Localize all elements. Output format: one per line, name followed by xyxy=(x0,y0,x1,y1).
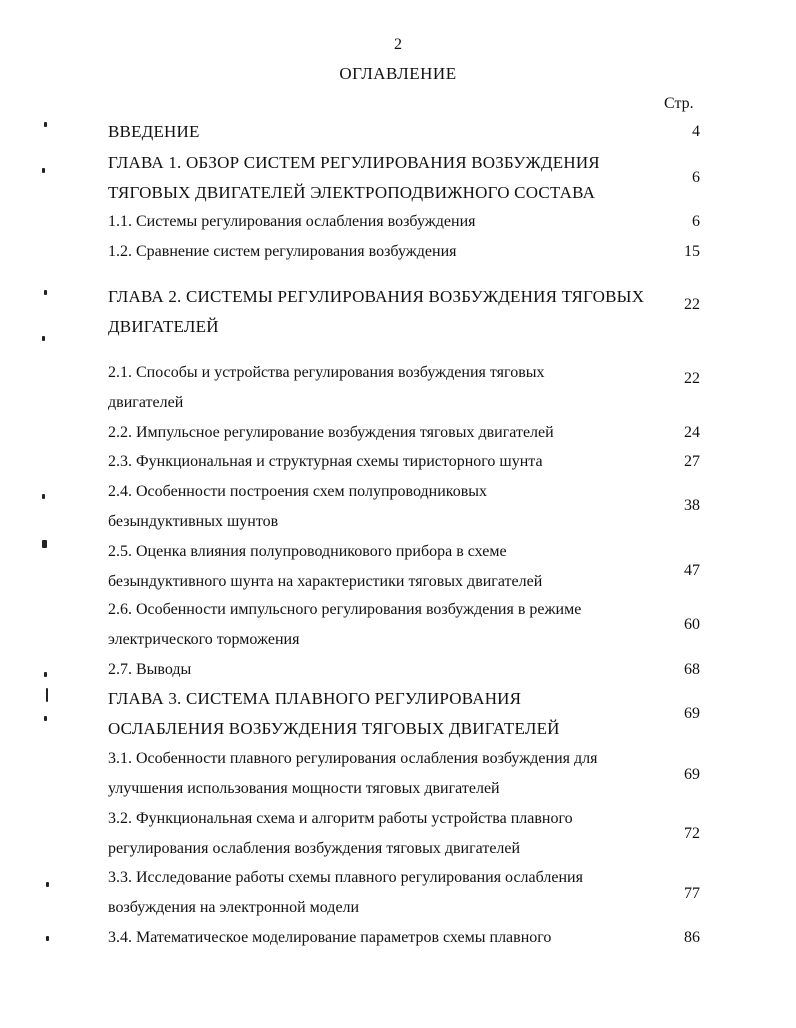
toc-entry-page: 38 xyxy=(684,497,700,514)
scan-speck xyxy=(46,882,49,887)
toc-entry-title-line: улучшения использования мощности тяговых двигателей xyxy=(108,780,500,797)
toc-entry-page: 69 xyxy=(684,766,700,783)
toc-entry-title-line: ГЛАВА 3. СИСТЕМА ПЛАВНОГО РЕГУЛИРОВАНИЯ xyxy=(108,689,522,708)
toc-entry-title-line: ДВИГАТЕЛЕЙ xyxy=(108,317,219,336)
toc-entry-title-line: 3.2. Функциональная схема и алгоритм работы устройства плавного xyxy=(108,810,573,827)
scan-speck xyxy=(42,168,45,173)
toc-entry-title-line: ТЯГОВЫХ ДВИГАТЕЛЕЙ ЭЛЕКТРОПОДВИЖНОГО СОСТАВА xyxy=(108,183,596,202)
scan-speck xyxy=(44,716,47,721)
scan-speck xyxy=(44,122,47,127)
toc-entry-page: 6 xyxy=(692,169,700,186)
page-number: 2 xyxy=(394,36,402,53)
toc-entry-page: 6 xyxy=(692,213,700,230)
toc-entry-page: 86 xyxy=(684,929,700,946)
toc-entry-title-line: 2.6. Особенности импульсного регулирования возбуждения в режиме xyxy=(108,601,582,618)
toc-entry-page: 27 xyxy=(684,453,700,470)
scan-speck xyxy=(46,688,48,702)
page-title: ОГЛАВЛЕНИЕ xyxy=(339,64,457,83)
toc-entry-title-line: ГЛАВА 1. ОБЗОР СИСТЕМ РЕГУЛИРОВАНИЯ ВОЗБУЖДЕНИЯ xyxy=(108,153,600,172)
page-column-label: Стр. xyxy=(664,95,694,112)
toc-entry-page: 72 xyxy=(684,825,700,842)
toc-entry-title-line: 2.7. Выводы xyxy=(108,661,192,678)
toc-entry-page: 4 xyxy=(692,123,700,140)
scan-speck xyxy=(42,336,45,341)
toc-entry-title-line: 2.3. Функциональная и структурная схемы тиристорного шунта xyxy=(108,453,543,470)
toc-entry-title-line: ОСЛАБЛЕНИЯ ВОЗБУЖДЕНИЯ ТЯГОВЫХ ДВИГАТЕЛЕЙ xyxy=(108,719,560,738)
toc-entry-title-line: 1.1. Системы регулирования ослабления возбуждения xyxy=(108,213,476,230)
toc-entry-title-line: электрического торможения xyxy=(108,631,300,648)
toc-entry-title-line: 2.5. Оценка влияния полупроводникового прибора в схеме xyxy=(108,543,507,560)
toc-entry-title-line: безындуктивных шунтов xyxy=(108,513,279,530)
toc-entry-title-line: 1.2. Сравнение систем регулирования возбуждения xyxy=(108,243,457,260)
toc-entry-page: 77 xyxy=(684,885,700,902)
toc-entry-page: 22 xyxy=(684,296,700,313)
toc-entry-title-line: регулирования ослабления возбуждения тяговых двигателей xyxy=(108,840,521,857)
scan-speck xyxy=(42,540,47,548)
toc-entry-title-line: ВВЕДЕНИЕ xyxy=(108,122,200,141)
scan-speck xyxy=(42,494,45,499)
toc-entry-title-line: 2.2. Импульсное регулирование возбуждения тяговых двигателей xyxy=(108,424,554,441)
scan-speck xyxy=(44,672,47,677)
toc-entry-title-line: ГЛАВА 2. СИСТЕМЫ РЕГУЛИРОВАНИЯ ВОЗБУЖДЕНИЯ ТЯГОВЫХ xyxy=(108,287,645,306)
toc-entry-title-line: возбуждения на электронной модели xyxy=(108,899,360,916)
toc-entry-title-line: 2.4. Особенности построения схем полупроводниковых xyxy=(108,483,488,500)
toc-entry-title-line: 3.1. Особенности плавного регулирования ослабления возбуждения для xyxy=(108,750,598,767)
toc-entry-title-line: 3.3. Исследование работы схемы плавного регулирования ослабления xyxy=(108,869,583,886)
toc-entry-page: 68 xyxy=(684,661,700,678)
toc-entry-title-line: 2.1. Способы и устройства регулирования возбуждения тяговых xyxy=(108,364,545,381)
toc-entry-title-line: двигателей xyxy=(108,394,184,411)
toc-entry-page: 24 xyxy=(684,424,700,441)
toc-entry-page: 60 xyxy=(684,616,700,633)
toc-entry-page: 69 xyxy=(684,705,700,722)
toc-entry-title-line: безындуктивного шунта на характеристики тяговых двигателей xyxy=(108,573,543,590)
toc-entry-page: 15 xyxy=(684,243,700,260)
scan-speck xyxy=(46,936,49,941)
toc-entry-page: 47 xyxy=(684,562,700,579)
scan-speck xyxy=(44,290,47,295)
toc-entry-title-line: 3.4. Математическое моделирование параметров схемы плавного xyxy=(108,929,552,946)
toc-entry-page: 22 xyxy=(684,370,700,387)
